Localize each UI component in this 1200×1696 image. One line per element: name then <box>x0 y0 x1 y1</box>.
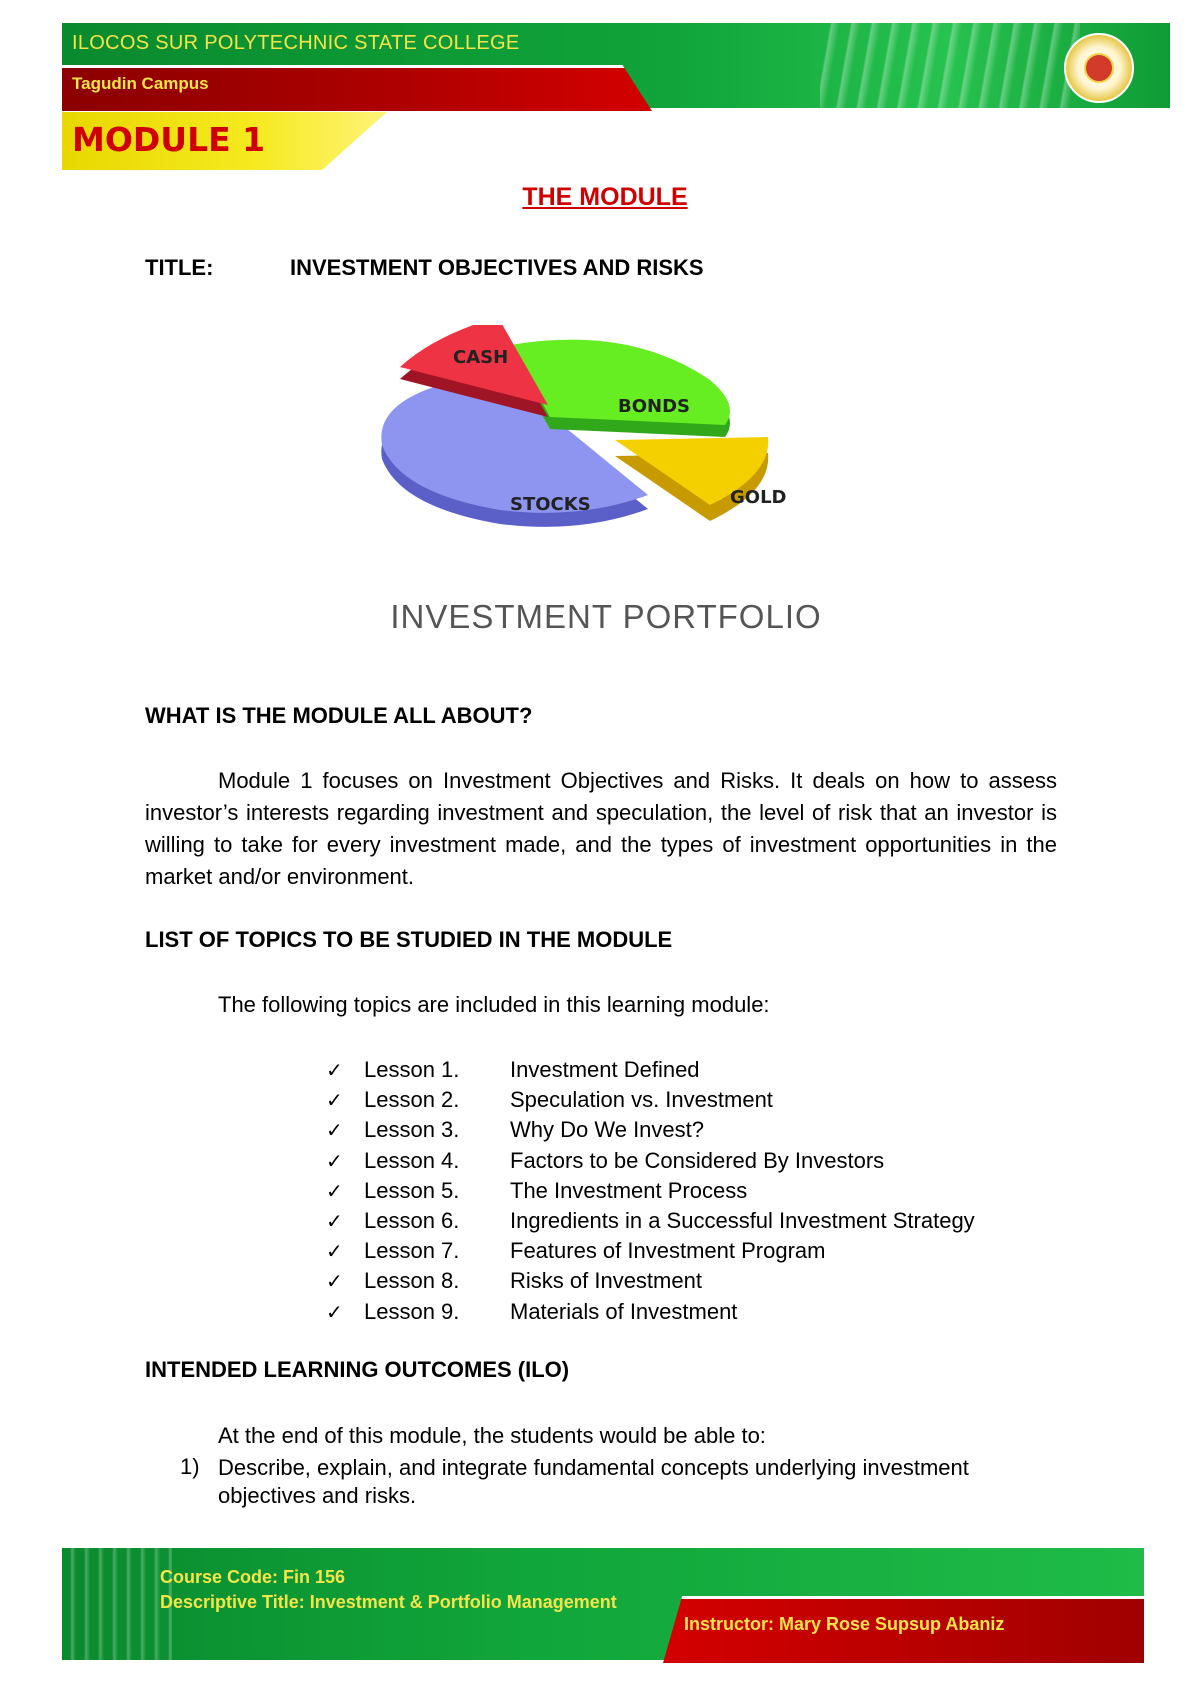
title-label: TITLE: <box>145 255 214 280</box>
checkmark-icon: ✓ <box>326 1148 343 1173</box>
ilo-item-text: Describe, explain, and integrate fundamental concepts underlying investment objectives and risks. <box>218 1455 969 1508</box>
lesson-number: Lesson 5. <box>364 1177 460 1203</box>
lesson-number: Lesson 8. <box>364 1268 460 1294</box>
lesson-title: Features of Investment Program <box>510 1238 826 1264</box>
lesson-title: Investment Defined <box>510 1057 700 1083</box>
lesson-list <box>326 1055 1086 1327</box>
list-item <box>326 1236 1086 1266</box>
lesson-number: Lesson 7. <box>364 1238 460 1264</box>
lesson-number: Lesson 6. <box>364 1208 460 1234</box>
gold-slice-label: GOLD <box>730 487 787 508</box>
lesson-title: Why Do We Invest? <box>510 1117 704 1143</box>
college-name: ILOCOS SUR POLYTECHNIC STATE COLLEGE <box>72 32 520 54</box>
list-item <box>326 1115 1086 1145</box>
about-paragraph: Module 1 focuses on Investment Objectives and Risks. It deals on how to assess investor’s interests regarding investment and speculation, the level of risk that an investor is willing to take for every investment made, and the types of investment opportunities in the market and/or environment. <box>145 768 1057 889</box>
lesson-title: Materials of Investment <box>510 1298 738 1324</box>
lesson-number: Lesson 9. <box>364 1298 460 1324</box>
checkmark-icon: ✓ <box>326 1239 343 1264</box>
topics-heading: LIST OF TOPICS TO BE STUDIED IN THE MODULE <box>145 927 673 952</box>
header-stripes-decoration <box>820 23 1080 108</box>
checkmark-icon: ✓ <box>326 1299 343 1324</box>
checkmark-icon: ✓ <box>326 1088 343 1113</box>
list-item <box>326 1266 1086 1296</box>
document-heading: THE MODULE <box>522 183 688 211</box>
list-item <box>326 1206 1086 1236</box>
lesson-number: Lesson 2. <box>364 1087 460 1113</box>
lesson-title: The Investment Process <box>510 1177 748 1203</box>
ilo-intro: At the end of this module, the students would be able to: <box>218 1423 766 1448</box>
list-item <box>326 1055 1086 1085</box>
investment-portfolio-pie-illustration <box>380 325 832 595</box>
stocks-slice-label: STOCKS <box>510 494 591 515</box>
lesson-title: Factors to be Considered By Investors <box>510 1147 885 1173</box>
list-item <box>326 1176 1086 1206</box>
lesson-number: Lesson 4. <box>364 1147 460 1173</box>
lesson-number: Lesson 3. <box>364 1117 460 1143</box>
lesson-title: Ingredients in a Successful Investment Strategy <box>510 1208 975 1234</box>
checkmark-icon: ✓ <box>326 1118 343 1143</box>
checkmark-icon: ✓ <box>326 1269 343 1294</box>
list-item <box>326 1085 1086 1115</box>
checkmark-icon: ✓ <box>326 1209 343 1234</box>
campus-name: Tagudin Campus <box>72 74 209 93</box>
ilo-heading: INTENDED LEARNING OUTCOMES (ILO) <box>145 1357 570 1382</box>
list-item <box>326 1297 1086 1327</box>
title-value: INVESTMENT OBJECTIVES AND RISKS <box>290 255 704 280</box>
checkmark-icon: ✓ <box>326 1178 343 1203</box>
instructor-name: Instructor: Mary Rose Supsup Abaniz <box>684 1614 1005 1634</box>
bonds-slice-label: BONDS <box>618 396 690 417</box>
cash-slice-label: CASH <box>453 347 509 368</box>
portfolio-caption: INVESTMENT PORTFOLIO <box>390 598 822 635</box>
module-label: MODULE 1 <box>72 120 266 159</box>
lesson-number: Lesson 1. <box>364 1057 460 1083</box>
ilo-item-number: 1) <box>180 1454 200 1479</box>
descriptive-title: Descriptive Title: Investment & Portfolio Management <box>160 1592 617 1612</box>
about-heading: WHAT IS THE MODULE ALL ABOUT? <box>145 703 533 728</box>
lesson-title: Risks of Investment <box>510 1268 702 1294</box>
list-item <box>326 1146 1086 1176</box>
footer-stripes-decoration <box>62 1548 172 1660</box>
course-code: Course Code: Fin 156 <box>160 1567 346 1587</box>
college-seal-center <box>1084 53 1114 83</box>
checkmark-icon: ✓ <box>326 1058 343 1083</box>
lesson-title: Speculation vs. Investment <box>510 1087 773 1113</box>
topics-intro: The following topics are included in this learning module: <box>218 992 770 1017</box>
